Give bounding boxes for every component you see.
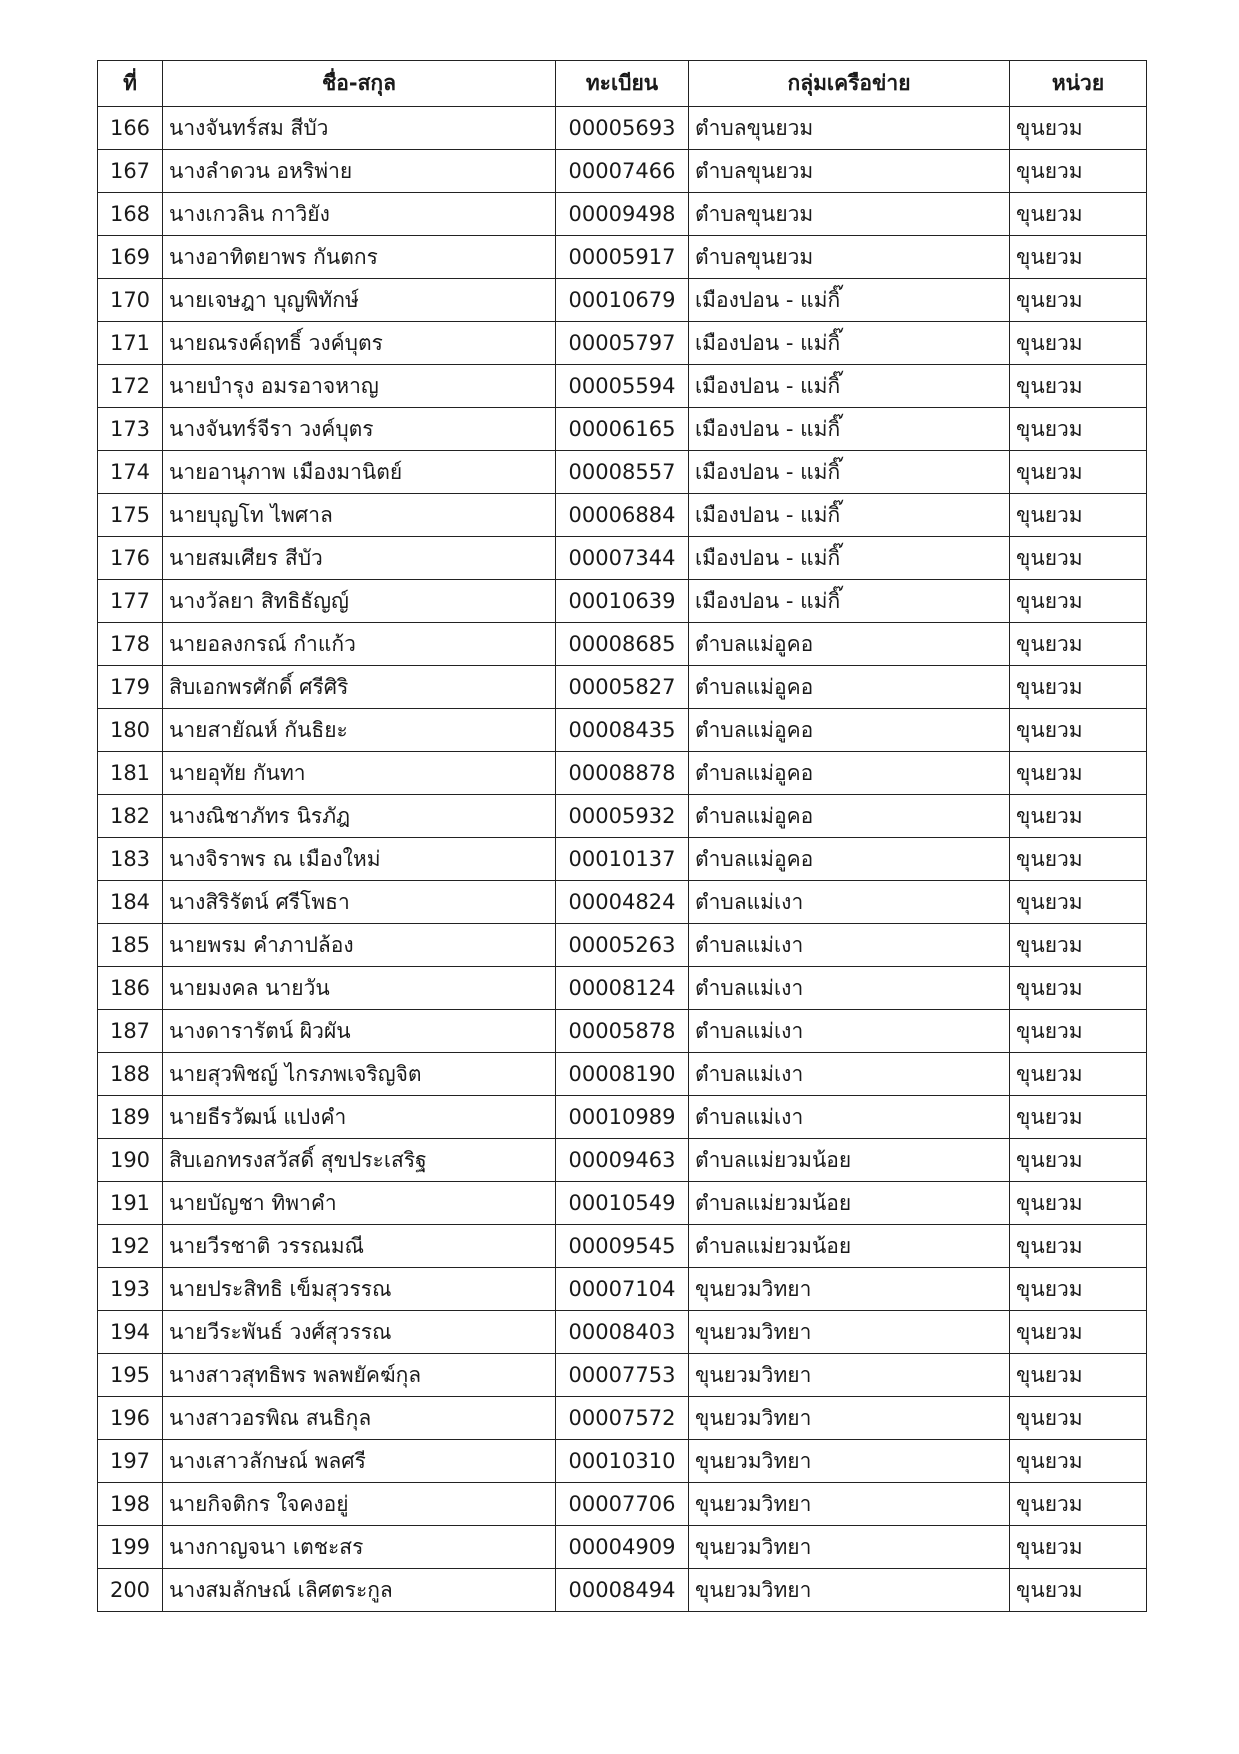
cell-registration: 00007344 bbox=[556, 537, 689, 580]
cell-name: นางเสาวลักษณ์ พลศรี bbox=[163, 1440, 556, 1483]
cell-unit: ขุนยวม bbox=[1010, 1483, 1147, 1526]
cell-registration: 00007104 bbox=[556, 1268, 689, 1311]
cell-name: นายบัญชา ทิพาคำ bbox=[163, 1182, 556, 1225]
cell-network: ตำบลแม่เงา bbox=[689, 881, 1010, 924]
cell-name: นายกิจติกร ใจคงอยู่ bbox=[163, 1483, 556, 1526]
cell-network: ตำบลแม่เงา bbox=[689, 1096, 1010, 1139]
table-row bbox=[98, 1526, 1147, 1569]
table-row bbox=[98, 709, 1147, 752]
cell-unit: ขุนยวม bbox=[1010, 279, 1147, 322]
cell-name: สิบเอกพรศักดิ์ ศรีศิริ bbox=[163, 666, 556, 709]
cell-number: 193 bbox=[98, 1268, 163, 1311]
table-row bbox=[98, 494, 1147, 537]
table-row bbox=[98, 193, 1147, 236]
table-row bbox=[98, 279, 1147, 322]
cell-unit: ขุนยวม bbox=[1010, 795, 1147, 838]
cell-registration: 00008435 bbox=[556, 709, 689, 752]
cell-network: ขุนยวมวิทยา bbox=[689, 1311, 1010, 1354]
cell-name: นายเจษฎา บุญพิทักษ์ bbox=[163, 279, 556, 322]
table-row bbox=[98, 1268, 1147, 1311]
cell-number: 173 bbox=[98, 408, 163, 451]
cell-registration: 00004824 bbox=[556, 881, 689, 924]
cell-name: นายสายัณห์ กันธิยะ bbox=[163, 709, 556, 752]
cell-number: 183 bbox=[98, 838, 163, 881]
table-row bbox=[98, 365, 1147, 408]
cell-registration: 00005263 bbox=[556, 924, 689, 967]
cell-unit: ขุนยวม bbox=[1010, 1268, 1147, 1311]
cell-registration: 00007706 bbox=[556, 1483, 689, 1526]
cell-name: นางลำดวน อหริพ่าย bbox=[163, 150, 556, 193]
cell-unit: ขุนยวม bbox=[1010, 881, 1147, 924]
cell-number: 166 bbox=[98, 107, 163, 150]
table-body bbox=[98, 107, 1147, 1612]
table-row bbox=[98, 1010, 1147, 1053]
table-row bbox=[98, 1483, 1147, 1526]
table-row bbox=[98, 236, 1147, 279]
cell-number: 182 bbox=[98, 795, 163, 838]
table-row bbox=[98, 1440, 1147, 1483]
cell-network: ตำบลแม่เงา bbox=[689, 1053, 1010, 1096]
cell-unit: ขุนยวม bbox=[1010, 1182, 1147, 1225]
cell-network: ตำบลแม่เงา bbox=[689, 967, 1010, 1010]
cell-network: ตำบลแม่เงา bbox=[689, 1010, 1010, 1053]
cell-network: ตำบลขุนยวม bbox=[689, 236, 1010, 279]
cell-number: 179 bbox=[98, 666, 163, 709]
cell-unit: ขุนยวม bbox=[1010, 537, 1147, 580]
cell-unit: ขุนยวม bbox=[1010, 494, 1147, 537]
cell-registration: 00010310 bbox=[556, 1440, 689, 1483]
cell-name: นายบุญโท ไพศาล bbox=[163, 494, 556, 537]
cell-network: ตำบลแม่ยวมน้อย bbox=[689, 1182, 1010, 1225]
cell-number: 176 bbox=[98, 537, 163, 580]
cell-unit: ขุนยวม bbox=[1010, 193, 1147, 236]
cell-name: นางวัลยา สิทธิธัญญ์ bbox=[163, 580, 556, 623]
cell-unit: ขุนยวม bbox=[1010, 1053, 1147, 1096]
cell-network: เมืองปอน - แม่กิ๊ bbox=[689, 322, 1010, 365]
cell-network: ขุนยวมวิทยา bbox=[689, 1354, 1010, 1397]
table-row bbox=[98, 1397, 1147, 1440]
member-table bbox=[97, 60, 1147, 1612]
cell-name: นางดารารัตน์ ผิวผัน bbox=[163, 1010, 556, 1053]
cell-name: สิบเอกทรงสวัสดิ์ สุขประเสริฐ bbox=[163, 1139, 556, 1182]
cell-network: ตำบลขุนยวม bbox=[689, 107, 1010, 150]
cell-unit: ขุนยวม bbox=[1010, 408, 1147, 451]
cell-name: นางอาทิตยาพร กันตกร bbox=[163, 236, 556, 279]
cell-name: นางสาวสุทธิพร พลพยัคฆ์กุล bbox=[163, 1354, 556, 1397]
cell-name: นายอุทัย กันทา bbox=[163, 752, 556, 795]
cell-unit: ขุนยวม bbox=[1010, 1440, 1147, 1483]
cell-number: 194 bbox=[98, 1311, 163, 1354]
cell-unit: ขุนยวม bbox=[1010, 838, 1147, 881]
cell-unit: ขุนยวม bbox=[1010, 1354, 1147, 1397]
cell-registration: 00005797 bbox=[556, 322, 689, 365]
cell-number: 190 bbox=[98, 1139, 163, 1182]
cell-number: 191 bbox=[98, 1182, 163, 1225]
cell-name: นางกาญจนา เตชะสร bbox=[163, 1526, 556, 1569]
cell-network: ตำบลแม่อูคอ bbox=[689, 752, 1010, 795]
cell-unit: ขุนยวม bbox=[1010, 322, 1147, 365]
cell-name: นายพรม คำภาปล้อง bbox=[163, 924, 556, 967]
cell-unit: ขุนยวม bbox=[1010, 924, 1147, 967]
cell-name: นางสาวอรพิณ สนธิกุล bbox=[163, 1397, 556, 1440]
table-row bbox=[98, 537, 1147, 580]
table-row bbox=[98, 1053, 1147, 1096]
cell-registration: 00005693 bbox=[556, 107, 689, 150]
cell-registration: 00010639 bbox=[556, 580, 689, 623]
cell-number: 167 bbox=[98, 150, 163, 193]
cell-unit: ขุนยวม bbox=[1010, 150, 1147, 193]
cell-name: นางจิราพร ณ เมืองใหม่ bbox=[163, 838, 556, 881]
cell-name: นางสมลักษณ์ เลิศตระกูล bbox=[163, 1569, 556, 1612]
cell-network: ตำบลแม่อูคอ bbox=[689, 623, 1010, 666]
cell-number: 178 bbox=[98, 623, 163, 666]
cell-network: ตำบลแม่อูคอ bbox=[689, 795, 1010, 838]
table-row bbox=[98, 150, 1147, 193]
cell-unit: ขุนยวม bbox=[1010, 365, 1147, 408]
cell-name: นายประสิทธิ เข็มสุวรรณ bbox=[163, 1268, 556, 1311]
cell-number: 168 bbox=[98, 193, 163, 236]
table-row bbox=[98, 924, 1147, 967]
table-row bbox=[98, 752, 1147, 795]
cell-registration: 00008494 bbox=[556, 1569, 689, 1612]
cell-name: นายสุวพิชญ์ ไกรภพเจริญจิต bbox=[163, 1053, 556, 1096]
cell-registration: 00004909 bbox=[556, 1526, 689, 1569]
cell-network: ตำบลแม่ยวมน้อย bbox=[689, 1139, 1010, 1182]
cell-number: 185 bbox=[98, 924, 163, 967]
table-row bbox=[98, 1569, 1147, 1612]
cell-network: ตำบลขุนยวม bbox=[689, 150, 1010, 193]
table-row bbox=[98, 1139, 1147, 1182]
cell-number: 170 bbox=[98, 279, 163, 322]
cell-unit: ขุนยวม bbox=[1010, 623, 1147, 666]
cell-name: นายวีระพันธ์ วงศ์สุวรรณ bbox=[163, 1311, 556, 1354]
table-row bbox=[98, 322, 1147, 365]
table-row bbox=[98, 107, 1147, 150]
cell-network: ขุนยวมวิทยา bbox=[689, 1483, 1010, 1526]
cell-number: 199 bbox=[98, 1526, 163, 1569]
cell-name: นายวีรชาติ วรรณมณี bbox=[163, 1225, 556, 1268]
cell-number: 169 bbox=[98, 236, 163, 279]
cell-registration: 00009498 bbox=[556, 193, 689, 236]
cell-unit: ขุนยวม bbox=[1010, 1096, 1147, 1139]
cell-network: ตำบลแม่อูคอ bbox=[689, 838, 1010, 881]
cell-unit: ขุนยวม bbox=[1010, 1010, 1147, 1053]
table-row bbox=[98, 838, 1147, 881]
cell-unit: ขุนยวม bbox=[1010, 580, 1147, 623]
cell-unit: ขุนยวม bbox=[1010, 451, 1147, 494]
cell-unit: ขุนยวม bbox=[1010, 1526, 1147, 1569]
header-network: กลุ่มเครือข่าย bbox=[689, 61, 1010, 107]
cell-name: นายมงคล นายวัน bbox=[163, 967, 556, 1010]
cell-number: 171 bbox=[98, 322, 163, 365]
header-registration: ทะเบียน bbox=[556, 61, 689, 107]
cell-network: เมืองปอน - แม่กิ๊ bbox=[689, 537, 1010, 580]
cell-network: ตำบลแม่อูคอ bbox=[689, 666, 1010, 709]
cell-name: นายอลงกรณ์ กำแก้ว bbox=[163, 623, 556, 666]
cell-unit: ขุนยวม bbox=[1010, 1139, 1147, 1182]
cell-number: 192 bbox=[98, 1225, 163, 1268]
cell-registration: 00008557 bbox=[556, 451, 689, 494]
cell-number: 181 bbox=[98, 752, 163, 795]
cell-registration: 00007572 bbox=[556, 1397, 689, 1440]
table-row bbox=[98, 1354, 1147, 1397]
cell-unit: ขุนยวม bbox=[1010, 752, 1147, 795]
table-row bbox=[98, 666, 1147, 709]
cell-registration: 00010549 bbox=[556, 1182, 689, 1225]
cell-network: ขุนยวมวิทยา bbox=[689, 1268, 1010, 1311]
cell-network: เมืองปอน - แม่กิ๊ bbox=[689, 365, 1010, 408]
cell-number: 188 bbox=[98, 1053, 163, 1096]
cell-number: 197 bbox=[98, 1440, 163, 1483]
cell-name: นางจันทร์จีรา วงค์บุตร bbox=[163, 408, 556, 451]
cell-number: 200 bbox=[98, 1569, 163, 1612]
table-row bbox=[98, 881, 1147, 924]
cell-name: นายณรงค์ฤทธิ์ วงค์บุตร bbox=[163, 322, 556, 365]
cell-unit: ขุนยวม bbox=[1010, 666, 1147, 709]
cell-number: 184 bbox=[98, 881, 163, 924]
table-row bbox=[98, 1096, 1147, 1139]
cell-number: 189 bbox=[98, 1096, 163, 1139]
table-header-row bbox=[98, 61, 1147, 107]
cell-network: ขุนยวมวิทยา bbox=[689, 1526, 1010, 1569]
cell-network: เมืองปอน - แม่กิ๊ bbox=[689, 494, 1010, 537]
cell-unit: ขุนยวม bbox=[1010, 1569, 1147, 1612]
cell-registration: 00005932 bbox=[556, 795, 689, 838]
cell-number: 177 bbox=[98, 580, 163, 623]
cell-network: เมืองปอน - แม่กิ๊ bbox=[689, 451, 1010, 494]
cell-network: ขุนยวมวิทยา bbox=[689, 1440, 1010, 1483]
cell-number: 187 bbox=[98, 1010, 163, 1053]
table-row bbox=[98, 623, 1147, 666]
cell-network: ขุนยวมวิทยา bbox=[689, 1397, 1010, 1440]
cell-network: ตำบลแม่เงา bbox=[689, 924, 1010, 967]
header-no: ที่ bbox=[98, 61, 163, 107]
cell-network: ตำบลขุนยวม bbox=[689, 193, 1010, 236]
cell-registration: 00005917 bbox=[556, 236, 689, 279]
table-row bbox=[98, 451, 1147, 494]
table-row bbox=[98, 795, 1147, 838]
cell-name: นางเกวลิน กาวิยัง bbox=[163, 193, 556, 236]
cell-registration: 00007753 bbox=[556, 1354, 689, 1397]
table-row bbox=[98, 408, 1147, 451]
cell-registration: 00008403 bbox=[556, 1311, 689, 1354]
cell-network: ตำบลแม่อูคอ bbox=[689, 709, 1010, 752]
cell-registration: 00005827 bbox=[556, 666, 689, 709]
cell-number: 196 bbox=[98, 1397, 163, 1440]
cell-registration: 00008124 bbox=[556, 967, 689, 1010]
cell-unit: ขุนยวม bbox=[1010, 107, 1147, 150]
table-row bbox=[98, 1311, 1147, 1354]
cell-registration: 00008878 bbox=[556, 752, 689, 795]
cell-name: นายบำรุง อมรอาจหาญ bbox=[163, 365, 556, 408]
cell-registration: 00010137 bbox=[556, 838, 689, 881]
cell-name: นายสมเศียร สีบัว bbox=[163, 537, 556, 580]
cell-unit: ขุนยวม bbox=[1010, 709, 1147, 752]
cell-network: เมืองปอน - แม่กิ๊ bbox=[689, 279, 1010, 322]
cell-registration: 00008685 bbox=[556, 623, 689, 666]
cell-registration: 00009545 bbox=[556, 1225, 689, 1268]
cell-network: ตำบลแม่ยวมน้อย bbox=[689, 1225, 1010, 1268]
cell-registration: 00009463 bbox=[556, 1139, 689, 1182]
cell-unit: ขุนยวม bbox=[1010, 1397, 1147, 1440]
cell-number: 175 bbox=[98, 494, 163, 537]
table-row bbox=[98, 580, 1147, 623]
cell-number: 186 bbox=[98, 967, 163, 1010]
cell-registration: 00006165 bbox=[556, 408, 689, 451]
cell-name: นายธีรวัฒน์ แปงคำ bbox=[163, 1096, 556, 1139]
cell-registration: 00006884 bbox=[556, 494, 689, 537]
cell-name: นายอานุภาพ เมืองมานิตย์ bbox=[163, 451, 556, 494]
cell-unit: ขุนยวม bbox=[1010, 1311, 1147, 1354]
table-row bbox=[98, 1182, 1147, 1225]
cell-registration: 00008190 bbox=[556, 1053, 689, 1096]
table-row bbox=[98, 1225, 1147, 1268]
header-name: ชื่อ-สกุล bbox=[163, 61, 556, 107]
cell-unit: ขุนยวม bbox=[1010, 236, 1147, 279]
cell-network: ขุนยวมวิทยา bbox=[689, 1569, 1010, 1612]
cell-name: นางจันทร์สม สีบัว bbox=[163, 107, 556, 150]
cell-registration: 00010679 bbox=[556, 279, 689, 322]
cell-unit: ขุนยวม bbox=[1010, 1225, 1147, 1268]
header-unit: หน่วย bbox=[1010, 61, 1147, 107]
cell-number: 180 bbox=[98, 709, 163, 752]
cell-number: 195 bbox=[98, 1354, 163, 1397]
table-row bbox=[98, 967, 1147, 1010]
cell-unit: ขุนยวม bbox=[1010, 967, 1147, 1010]
cell-number: 174 bbox=[98, 451, 163, 494]
cell-name: นางสิริรัตน์ ศรีโพธา bbox=[163, 881, 556, 924]
cell-number: 172 bbox=[98, 365, 163, 408]
cell-registration: 00007466 bbox=[556, 150, 689, 193]
cell-registration: 00005878 bbox=[556, 1010, 689, 1053]
cell-number: 198 bbox=[98, 1483, 163, 1526]
cell-registration: 00010989 bbox=[556, 1096, 689, 1139]
cell-network: เมืองปอน - แม่กิ๊ bbox=[689, 580, 1010, 623]
cell-name: นางณิชาภัทร นิรภัฎ bbox=[163, 795, 556, 838]
cell-registration: 00005594 bbox=[556, 365, 689, 408]
cell-network: เมืองปอน - แม่กิ๊ bbox=[689, 408, 1010, 451]
